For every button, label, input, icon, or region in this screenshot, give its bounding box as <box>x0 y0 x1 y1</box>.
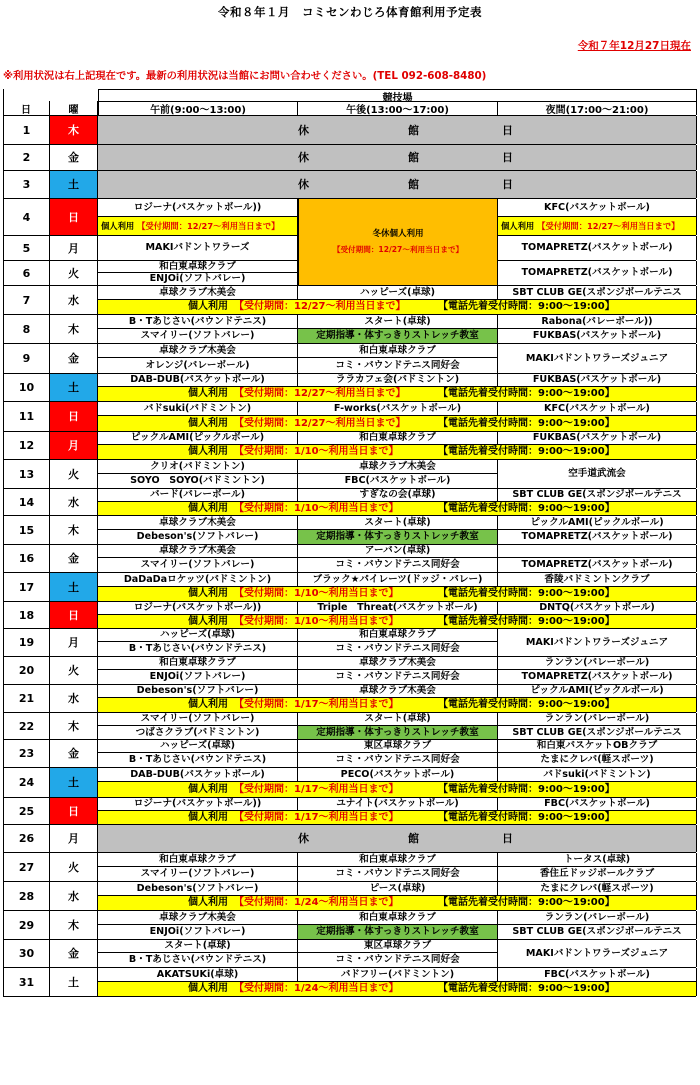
closed-char: 休 <box>298 123 309 137</box>
day-row-21 <box>3 685 696 713</box>
morning-slot: Debeson's(ソフトバレー) <box>98 882 298 896</box>
afternoon-slot: コミ・バウンドテニス同好会 <box>298 753 498 767</box>
day-row-30 <box>3 940 696 968</box>
individual-use-strip <box>98 502 697 515</box>
afternoon-slot: コミ・バウンドテニス同好会 <box>298 558 498 572</box>
closed-char: 館 <box>408 123 419 137</box>
weekday-cell: 火 <box>50 460 98 488</box>
afternoon-slot: 卓球クラブ木美会 <box>298 460 498 474</box>
morning-slot: DAB-DUB(バスケットボール) <box>98 374 298 387</box>
morning-slot: 和白東卓球クラブ <box>98 853 298 867</box>
evening-slot: MAKIバドントワラーズジュニア <box>498 940 697 967</box>
individual-use-strip <box>98 982 697 996</box>
phone-reception-hours: 【電話先着受付時間：9:00～19:00】 <box>438 588 615 599</box>
morning-slot: B・Tあじさい(バウンドテニス) <box>98 315 298 329</box>
weekday-cell: 水 <box>50 489 98 515</box>
afternoon-slot: コミ・バウンドテニス同好会 <box>298 358 498 373</box>
afternoon-slot: コミ・バウンドテニス同好会 <box>298 642 498 656</box>
evening-slot: トータス(卓球) <box>498 853 697 867</box>
header-morning: 午前(9:00～13:00) <box>98 101 298 115</box>
phone-reception-hours: 【電話先着受付時間：9:00～19:00】 <box>438 417 615 429</box>
evening-slot: FUKBAS(バスケットボール) <box>498 432 697 445</box>
day-row-2 <box>3 145 696 171</box>
day-row-15 <box>3 516 696 545</box>
evening-slot: SBT CLUB GE(スポンジボールテニス <box>498 286 697 300</box>
stretch-class: 定期指導・体すっきりストレッチ教室 <box>298 530 498 544</box>
weekday-cell: 水 <box>50 685 98 712</box>
day-number: 15 <box>4 516 50 544</box>
reception-period: 【受付期間：12/27～利用当日まで】 <box>537 220 680 231</box>
reception-period: 【受付期間：1/17～利用当日まで】 <box>234 699 399 710</box>
day-row-12 <box>3 432 696 460</box>
day-number: 3 <box>4 171 50 198</box>
reception-period: 【受付期間：12/27～利用当日まで】 <box>137 220 280 231</box>
weekday-cell: 金 <box>50 940 98 967</box>
reception-period: 【受付期間：1/24～利用当日まで】 <box>234 983 399 994</box>
phone-reception-hours: 【電話先着受付時間：9:00～19:00】 <box>438 446 615 457</box>
day-number: 30 <box>4 940 50 967</box>
morning-slot: スマイリー(ソフトバレー) <box>98 867 298 881</box>
day-row-8 <box>3 315 696 344</box>
header-venue: 競技場 <box>98 89 697 102</box>
day-row-18 <box>3 602 696 629</box>
evening-slot: ランラン(バレーボール) <box>498 657 697 670</box>
phone-reception-hours: 【電話先着受付時間：9:00～19:00】 <box>438 388 615 399</box>
closed-day-cell <box>98 171 697 198</box>
reception-period: 【受付期間：1/17～利用当日まで】 <box>234 783 399 795</box>
reception-period: 【受付期間：12/27～利用当日まで】 <box>234 417 406 429</box>
afternoon-slot: コミ・バウンドテニス同好会 <box>298 953 498 967</box>
day-number: 31 <box>4 968 50 996</box>
phone-reception-hours: 【電話先着受付時間：9:00～19:00】 <box>438 897 615 908</box>
day-number: 21 <box>4 685 50 712</box>
morning-slot: B・Tあじさい(バウンドテニス) <box>98 642 298 656</box>
phone-reception-hours: 【電話先着受付時間：9:00～19:00】 <box>438 502 615 514</box>
reception-period: 【受付期間：12/27～利用当日まで】 <box>234 301 406 312</box>
morning-slot: 和白東卓球クラブ <box>98 261 298 273</box>
morning-slot: Debeson's(ソフトバレー) <box>98 685 298 698</box>
individual-use-label: 個人利用 <box>188 983 228 994</box>
header-evening: 夜間(17:00～21:00) <box>498 101 697 115</box>
day-row-22 <box>3 713 696 740</box>
morning-slot: B・Tあじさい(バウンドテニス) <box>98 953 298 967</box>
individual-use-strip <box>98 387 697 401</box>
weekday-cell: 日 <box>50 602 98 628</box>
afternoon-slot: F-works(バスケットボール) <box>298 402 498 416</box>
evening-slot: DNTQ(バスケットボール) <box>498 602 697 615</box>
phone-reception-hours: 【電話先着受付時間：9:00～19:00】 <box>438 783 615 795</box>
evening-slot: ピックルAMI(ピックルボール) <box>498 685 697 698</box>
weekday-cell: 金 <box>50 545 98 572</box>
closed-char: 館 <box>408 178 419 191</box>
evening-slot: FBC(バスケットボール) <box>498 798 697 811</box>
individual-use-label: 個人利用 <box>501 220 535 231</box>
individual-use-label: 個人利用 <box>188 446 228 457</box>
morning-slot: ENJOi(ソフトバレー) <box>98 925 298 939</box>
individual-use-label: 個人利用 <box>188 588 228 599</box>
individual-use-strip <box>98 698 697 712</box>
morning-slot: スタート(卓球) <box>98 940 298 953</box>
morning-slot: 卓球クラブ木美会 <box>98 911 298 925</box>
day-number: 28 <box>4 882 50 910</box>
individual-use-strip <box>98 416 697 431</box>
notice-text: ※利用状況は右上記現在です。最新の利用状況は当館にお問い合わせください。(TEL 092-608-8480) <box>3 70 487 82</box>
weekday-cell: 金 <box>50 145 98 170</box>
evening-slot: 香住丘ドッジボールクラブ <box>498 867 697 881</box>
evening-slot: TOMAPRETZ(バスケットボール) <box>498 558 697 572</box>
phone-reception-hours: 【電話先着受付時間：9:00～19:00】 <box>438 699 615 710</box>
day-number: 14 <box>4 489 50 515</box>
day-row-16 <box>3 545 696 573</box>
weekday-cell: 木 <box>50 116 98 144</box>
day-number: 18 <box>4 602 50 628</box>
evening-slot: MAKIバドントワラーズジュニア <box>498 344 697 373</box>
afternoon-slot: スタート(卓球) <box>298 315 498 329</box>
day-number: 11 <box>4 402 50 431</box>
morning-slot: スマイリー(ソフトバレー) <box>98 713 298 726</box>
morning-slot: 卓球クラブ木美会 <box>98 516 298 530</box>
day-number: 13 <box>4 460 50 488</box>
afternoon-slot: スタート(卓球) <box>298 713 498 726</box>
morning-slot: SOYO SOYO(バドミントン) <box>98 474 298 488</box>
afternoon-slot: バドフリー(バドミントン) <box>298 968 498 982</box>
day-row-9 <box>3 344 696 374</box>
afternoon-slot: 和白東卓球クラブ <box>298 911 498 925</box>
afternoon-slot: 和白東卓球クラブ <box>298 853 498 867</box>
morning-slot: オレンジ(バレーボール) <box>98 358 298 373</box>
evening-slot: FUKBAS(バスケットボール) <box>498 374 697 387</box>
closed-day-cell <box>98 145 697 170</box>
morning-slot: ロジーナ(バスケットボール)) <box>98 798 298 811</box>
weekday-cell: 土 <box>50 573 98 601</box>
evening-slot: たまにクレバ(軽スポーツ) <box>498 753 697 767</box>
day-number: 20 <box>4 657 50 684</box>
morning-slot: バード(バレーボール) <box>98 489 298 502</box>
closed-char: 休 <box>298 151 309 164</box>
reception-period: 【受付期間：1/10～利用当日まで】 <box>234 502 399 514</box>
evening-slot: TOMAPRETZ(バスケットボール) <box>498 236 697 260</box>
morning-slot: クリオ(バドミントン) <box>98 460 298 474</box>
reception-period: 【受付期間：1/24～利用当日まで】 <box>234 897 399 908</box>
individual-use-label: 個人利用 <box>188 388 228 399</box>
weekday-cell: 月 <box>50 432 98 459</box>
header-weekday: 曜 <box>50 101 98 115</box>
day-number: 2 <box>4 145 50 170</box>
weekday-cell: 火 <box>50 261 98 285</box>
morning-slot: 卓球クラブ木美会 <box>98 545 298 558</box>
evening-slot: SBT CLUB GE(スポンジボールテニス <box>498 726 697 739</box>
morning-slot: DaDaDaロケッツ(バドミントン) <box>98 573 298 587</box>
individual-use-label: 個人利用 <box>101 220 135 231</box>
day-number: 29 <box>4 911 50 939</box>
individual-use-strip <box>98 896 697 910</box>
weekday-cell: 木 <box>50 516 98 544</box>
day-number: 6 <box>4 261 50 285</box>
afternoon-slot: コミ・バウンドテニス同好会 <box>298 670 498 684</box>
weekday-cell: 火 <box>50 853 98 881</box>
closed-char: 日 <box>502 178 513 191</box>
individual-use-strip <box>98 445 697 459</box>
day-row-24 <box>3 768 696 798</box>
header-day: 日 <box>3 101 50 115</box>
evening-slot: 香陵バドミントンクラブ <box>498 573 697 587</box>
weekday-cell: 水 <box>50 286 98 314</box>
reception-period: 【受付期間：1/10～利用当日まで】 <box>234 615 399 627</box>
day-row-7 <box>3 286 696 315</box>
day-rows <box>3 115 696 997</box>
day-number: 19 <box>4 629 50 656</box>
afternoon-slot: 和白東卓球クラブ <box>298 344 498 358</box>
day-row-20 <box>3 657 696 685</box>
afternoon-slot: ララカフェ会(バドミントン) <box>298 374 498 387</box>
day-number: 23 <box>4 740 50 767</box>
phone-reception-hours: 【電話先着受付時間：9:00～19:00】 <box>438 811 615 823</box>
closed-char: 日 <box>502 832 513 845</box>
individual-use-small <box>498 217 697 235</box>
day-row-27 <box>3 853 696 882</box>
individual-use-label: 個人利用 <box>188 301 228 312</box>
weekday-cell: 土 <box>50 768 98 797</box>
reception-period: 【受付期間：1/10～利用当日まで】 <box>234 446 399 457</box>
evening-slot: SBT CLUB GE(スポンジボールテニス <box>498 489 697 502</box>
individual-use-strip <box>98 811 697 824</box>
schedule-table <box>3 89 696 997</box>
day-number: 25 <box>4 798 50 824</box>
individual-use-strip <box>98 300 697 314</box>
closed-char: 休 <box>298 178 309 191</box>
day-number: 4 <box>4 199 50 235</box>
morning-slot: ENJOi(ソフトバレー) <box>98 273 298 285</box>
day-number: 10 <box>4 374 50 401</box>
afternoon-slot: 東区卓球クラブ <box>298 740 498 753</box>
stretch-class: 定期指導・体すっきりストレッチ教室 <box>298 925 498 939</box>
evening-slot: バドsuki(バドミントン) <box>498 768 697 782</box>
evening-slot: ランラン(バレーボール) <box>498 713 697 726</box>
morning-slot: スマイリー(ソフトバレー) <box>98 329 298 343</box>
afternoon-slot: 卓球クラブ木美会 <box>298 685 498 698</box>
header-afternoon: 午後(13:00～17:00) <box>298 101 498 115</box>
weekday-cell: 月 <box>50 236 98 260</box>
weekday-cell: 木 <box>50 911 98 939</box>
phone-reception-hours: 【電話先着受付時間：9:00～19:00】 <box>438 615 615 627</box>
evening-slot: FBC(バスケットボール) <box>498 968 697 982</box>
afternoon-slot: ピース(卓球) <box>298 882 498 896</box>
morning-slot: 卓球クラブ木美会 <box>98 344 298 358</box>
evening-slot: ピックルAMI(ピックルボール) <box>498 516 697 530</box>
evening-slot: KFC(バスケットボール) <box>498 199 697 217</box>
morning-slot: 卓球クラブ木美会 <box>98 286 298 300</box>
weekday-cell: 土 <box>50 171 98 198</box>
day-row-29 <box>3 911 696 940</box>
afternoon-slot: 東区卓球クラブ <box>298 940 498 953</box>
weekday-cell: 月 <box>50 629 98 656</box>
phone-reception-hours: 【電話先着受付時間：9:00～19:00】 <box>438 301 615 312</box>
evening-slot: SBT CLUB GE(スポンジボールテニス <box>498 925 697 939</box>
morning-slot: スマイリー(ソフトバレー) <box>98 558 298 572</box>
closed-char: 日 <box>502 123 513 137</box>
winter-individual-use <box>298 198 498 286</box>
closed-day-cell <box>98 116 697 144</box>
individual-use-label: 個人利用 <box>188 615 228 627</box>
morning-slot: ロジーナ(バスケットボール)) <box>98 199 298 217</box>
day-row-28 <box>3 882 696 911</box>
morning-slot: ENJOi(ソフトバレー) <box>98 670 298 684</box>
page-title: 令和８年１月 コミセンわじろ体育館利用予定表 <box>218 5 482 19</box>
weekday-cell: 金 <box>50 344 98 373</box>
morning-slot: バドsuki(バドミントン) <box>98 402 298 416</box>
day-row-14 <box>3 489 696 516</box>
day-number: 26 <box>4 825 50 852</box>
as-of-date: 令和７年12月27日現在 <box>577 40 691 52</box>
individual-use-small <box>98 217 298 235</box>
morning-slot: 和白東卓球クラブ <box>98 657 298 670</box>
reception-period: 【受付期間：1/17～利用当日まで】 <box>234 811 399 823</box>
evening-slot: FUKBAS(バスケットボール) <box>498 329 697 343</box>
evening-slot: TOMAPRETZ(バスケットボール) <box>498 670 697 684</box>
day-row-23 <box>3 740 696 768</box>
afternoon-slot: 和白東卓球クラブ <box>298 629 498 642</box>
evening-slot: 和白東バスケットOBクラブ <box>498 740 697 753</box>
stretch-class: 定期指導・体すっきりストレッチ教室 <box>298 726 498 739</box>
individual-use-strip <box>98 615 697 628</box>
day-number: 24 <box>4 768 50 797</box>
afternoon-slot: 卓球クラブ木美会 <box>298 657 498 670</box>
evening-slot: TOMAPRETZ(バスケットボール) <box>498 530 697 544</box>
individual-use-label: 個人利用 <box>188 699 228 710</box>
closed-char: 日 <box>502 151 513 164</box>
day-row-31 <box>3 968 696 997</box>
day-number: 12 <box>4 432 50 459</box>
afternoon-slot: コミ・バウンドテニス同好会 <box>298 867 498 881</box>
day-number: 9 <box>4 344 50 373</box>
closed-char: 休 <box>298 832 309 845</box>
day-row-10 <box>3 374 696 402</box>
evening-slot: 空手道武流会 <box>498 460 697 488</box>
day-number: 17 <box>4 573 50 601</box>
winter-individual-period: 【受付期間：12/27～利用当日まで】 <box>332 245 464 255</box>
day-row-13 <box>3 460 696 489</box>
morning-slot: B・Tあじさい(バウンドテニス) <box>98 753 298 767</box>
weekday-cell: 木 <box>50 713 98 739</box>
day-row-11 <box>3 402 696 432</box>
evening-slot: ランラン(バレーボール) <box>498 911 697 925</box>
weekday-cell: 日 <box>50 402 98 431</box>
afternoon-slot: ハッピーズ(卓球) <box>298 286 498 300</box>
day-number: 16 <box>4 545 50 572</box>
closed-char: 館 <box>408 151 419 164</box>
morning-slot: ハッピーズ(卓球) <box>98 740 298 753</box>
weekday-cell: 木 <box>50 315 98 343</box>
evening-slot: KFC(バスケットボール) <box>498 402 697 416</box>
evening-slot: Rabona(バレーボール)) <box>498 315 697 329</box>
individual-use-label: 個人利用 <box>188 502 228 514</box>
morning-slot: Debeson's(ソフトバレー) <box>98 530 298 544</box>
winter-individual-title: 冬休個人利用 <box>372 228 424 239</box>
morning-slot: MAKIバドントワラーズ <box>98 236 298 260</box>
afternoon-slot: すぎなの会(卓球) <box>298 489 498 502</box>
day-row-25 <box>3 798 696 825</box>
day-number: 1 <box>4 116 50 144</box>
closed-day-cell <box>98 825 697 852</box>
afternoon-slot: ユナイト(バスケットボール) <box>298 798 498 811</box>
day-row-17 <box>3 573 696 602</box>
morning-slot: つばさクラブ(バドミントン) <box>98 726 298 739</box>
evening-slot: MAKIバドントワラーズジュニア <box>498 629 697 656</box>
weekday-cell: 土 <box>50 374 98 401</box>
morning-slot: ピックルAMI(ピックルボール) <box>98 432 298 445</box>
closed-char: 館 <box>408 832 419 845</box>
morning-slot: ハッピーズ(卓球) <box>98 629 298 642</box>
weekday-cell: 日 <box>50 798 98 824</box>
day-row-3 <box>3 171 696 199</box>
day-number: 5 <box>4 236 50 260</box>
individual-use-label: 個人利用 <box>188 897 228 908</box>
afternoon-slot: アーバン(卓球) <box>298 545 498 558</box>
weekday-cell: 水 <box>50 882 98 910</box>
weekday-cell: 金 <box>50 740 98 767</box>
afternoon-slot: Triple Threat(バスケットボール) <box>298 602 498 615</box>
day-number: 8 <box>4 315 50 343</box>
morning-slot: AKATSUKi(卓球) <box>98 968 298 982</box>
weekday-cell: 日 <box>50 199 98 235</box>
day-row-1 <box>3 115 696 145</box>
afternoon-slot: 和白東卓球クラブ <box>298 432 498 445</box>
afternoon-slot: PECO(バスケットボール) <box>298 768 498 782</box>
afternoon-slot: スタート(卓球) <box>298 516 498 530</box>
individual-use-label: 個人利用 <box>188 811 228 823</box>
weekday-cell: 月 <box>50 825 98 852</box>
afternoon-slot: FBC(バスケットボール) <box>298 474 498 488</box>
stretch-class: 定期指導・体すっきりストレッチ教室 <box>298 329 498 343</box>
weekday-cell: 火 <box>50 657 98 684</box>
evening-slot <box>498 545 697 558</box>
weekday-cell: 土 <box>50 968 98 996</box>
individual-use-label: 個人利用 <box>188 417 228 429</box>
individual-use-strip <box>98 782 697 797</box>
individual-use-strip <box>98 587 697 601</box>
day-row-26 <box>3 825 696 853</box>
table-header <box>3 89 697 115</box>
morning-slot: ロジーナ(バスケットボール)) <box>98 602 298 615</box>
day-number: 7 <box>4 286 50 314</box>
evening-slot: たまにクレバ(軽スポーツ) <box>498 882 697 896</box>
reception-period: 【受付期間：12/27～利用当日まで】 <box>234 388 406 399</box>
morning-slot: DAB-DUB(バスケットボール) <box>98 768 298 782</box>
day-number: 27 <box>4 853 50 881</box>
phone-reception-hours: 【電話先着受付時間：9:00～19:00】 <box>438 983 615 994</box>
reception-period: 【受付期間：1/10～利用当日まで】 <box>234 588 399 599</box>
day-row-19 <box>3 629 696 657</box>
day-number: 22 <box>4 713 50 739</box>
individual-use-label: 個人利用 <box>188 783 228 795</box>
evening-slot: TOMAPRETZ(バスケットボール) <box>498 261 697 285</box>
afternoon-slot: ブラック★パイレーツ(ドッジ・バレー) <box>298 573 498 587</box>
